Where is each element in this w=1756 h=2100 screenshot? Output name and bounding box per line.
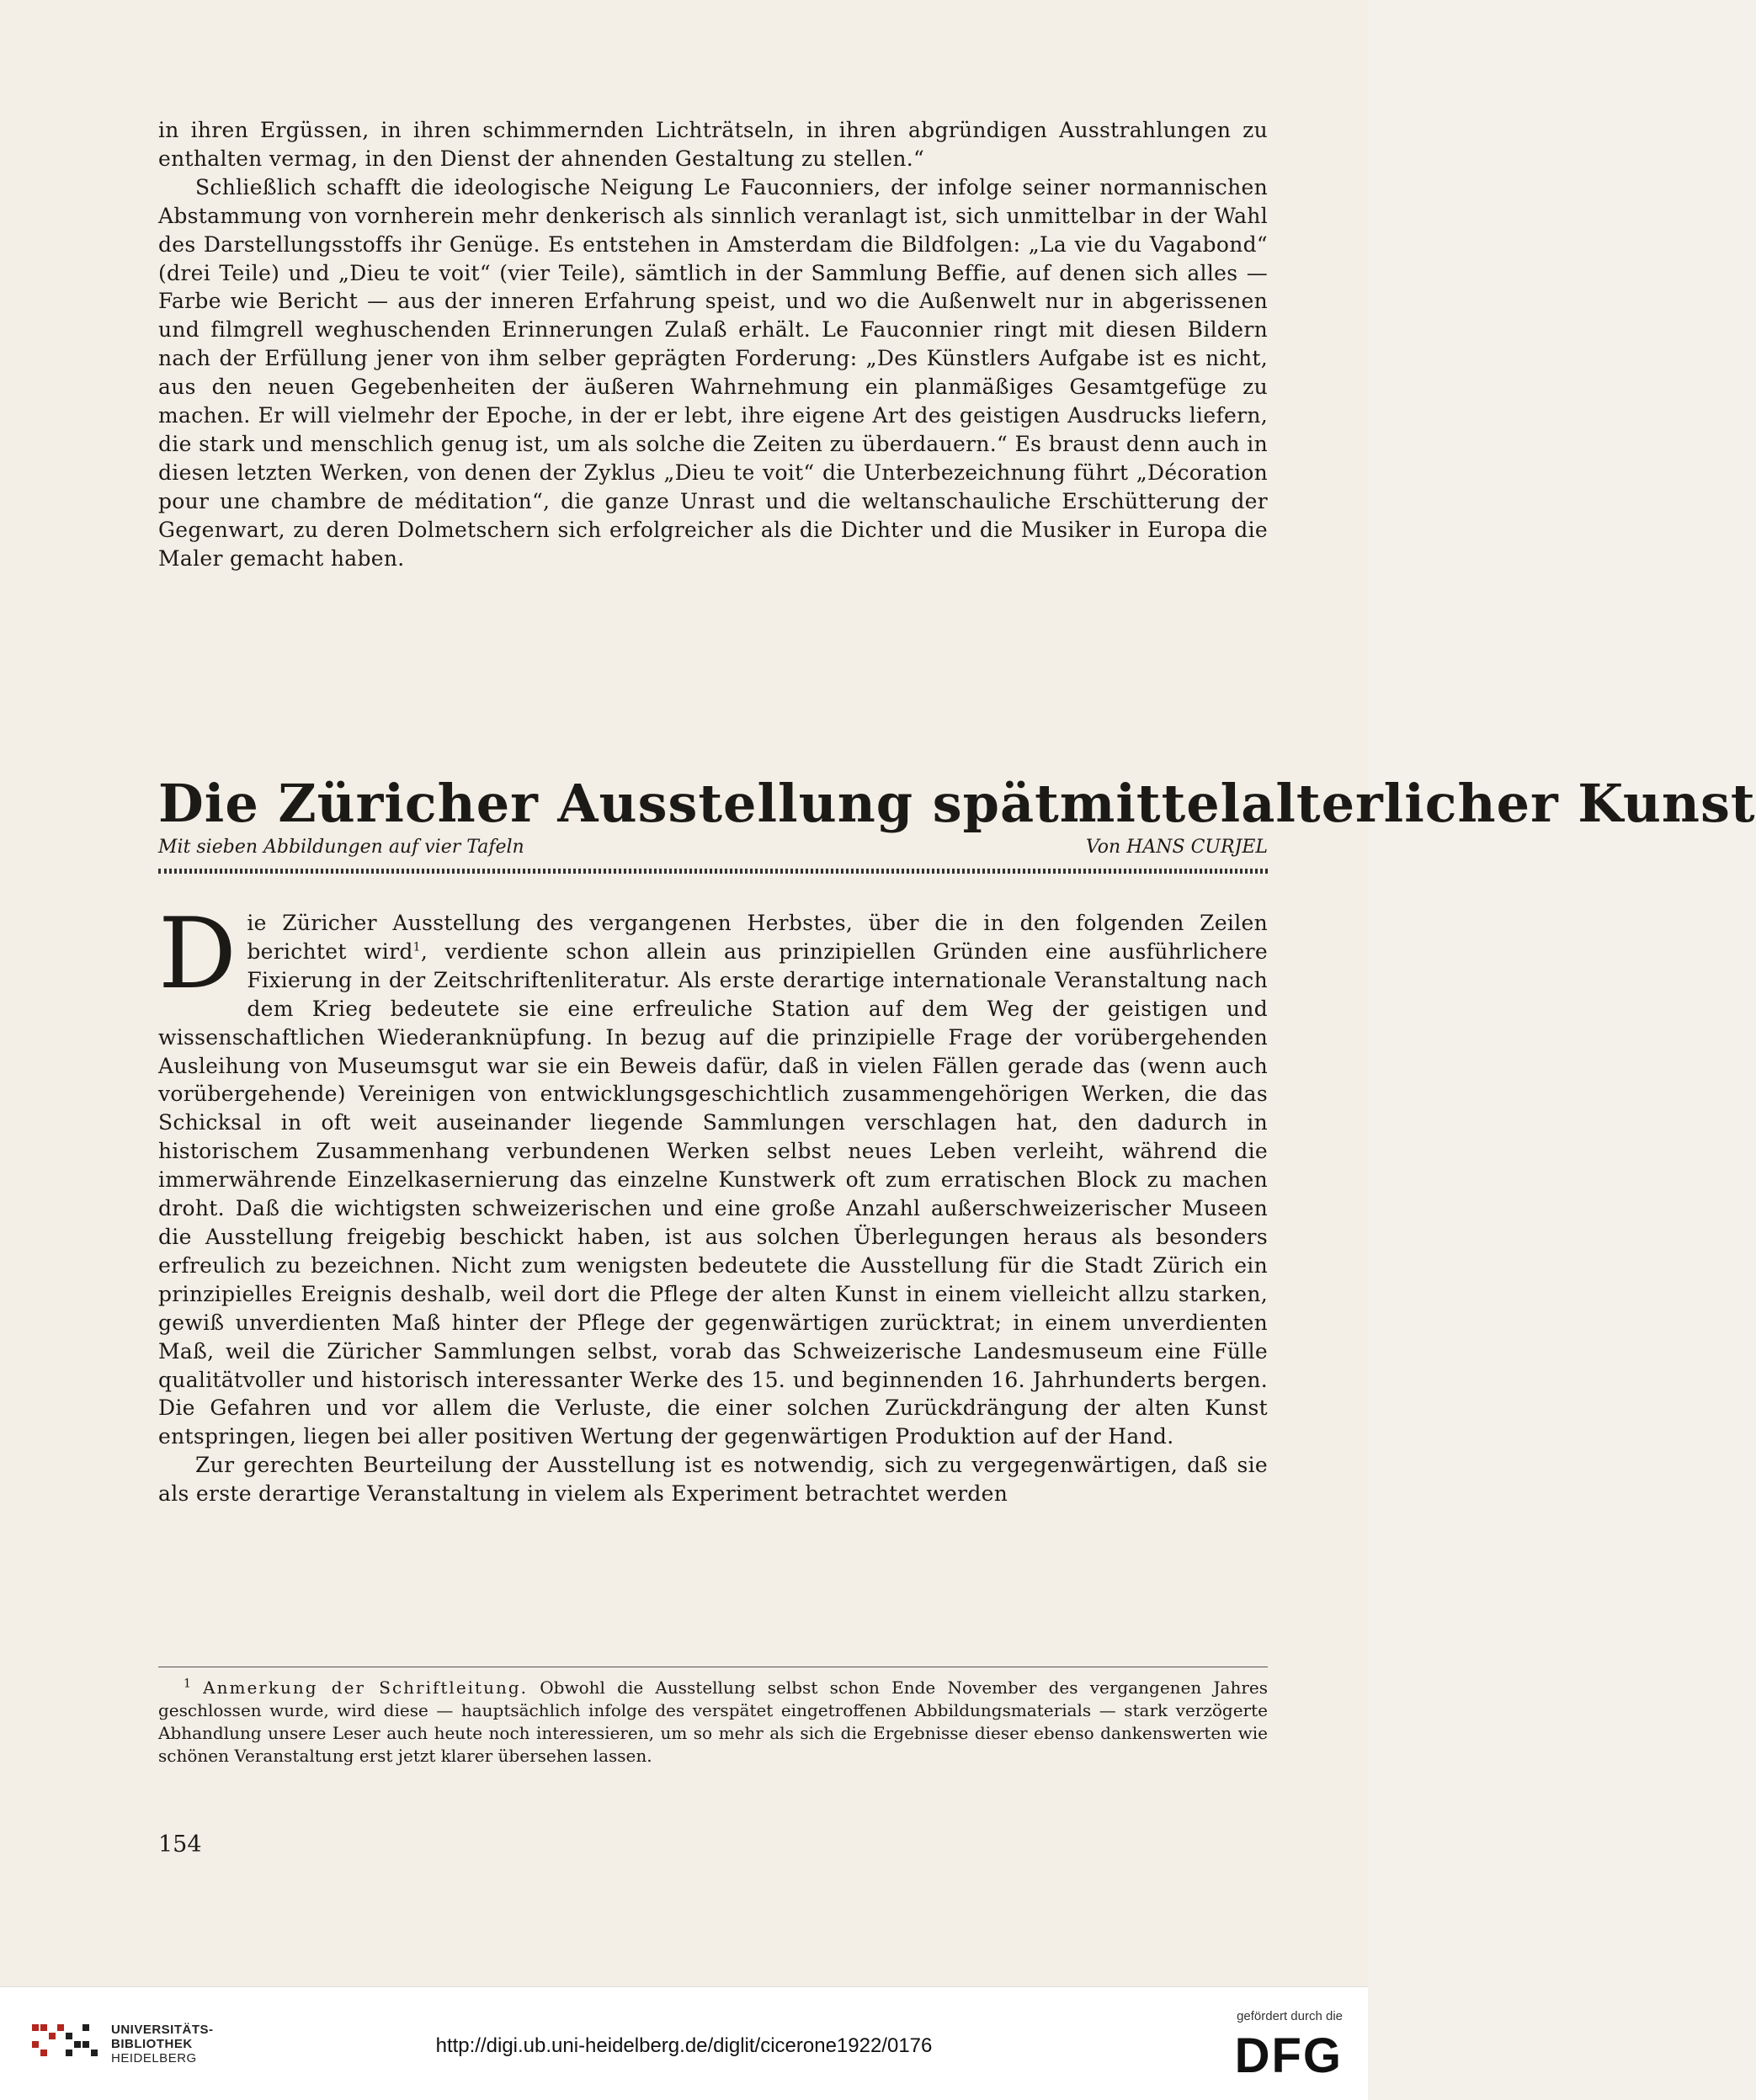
sponsor-caption: gefördert durch die [1237, 2009, 1343, 2023]
permalink-url[interactable]: http://digi.ub.uni-heidelberg.de/diglit/cicerone1922/0176 [435, 2034, 933, 2057]
article-author: Von HANS CURJEL [1085, 837, 1268, 858]
library-line-2: BIBLIOTHEK [111, 2037, 193, 2051]
drop-cap: D [158, 897, 237, 1011]
article-title: Die Züricher Ausstellung spätmittelalterlicher Kunst [158, 773, 1756, 834]
dotted-divider [158, 869, 1268, 874]
library-line-1: UNIVERSITÄTS- [111, 2023, 214, 2037]
dfg-logo[interactable]: DFG [1234, 2028, 1343, 2083]
article-subline [158, 835, 1268, 860]
viewer-footer [0, 1986, 1368, 2100]
footnote-reference[interactable]: 1 [412, 940, 421, 954]
page-number: 154 [158, 1832, 202, 1858]
footnote-block [158, 1677, 1268, 1768]
footnote-marker: 1 [184, 1677, 191, 1691]
footnote-body: Obwohl die Ausstellung selbst schon Ende November des vergangenen Jahres geschlossen wurde, wird diese — hauptsächlich infolge des verspätet eingetroffenen Abbildungsmaterials — stark verzögerte Abhandlung unsere Leser auch heute noch interessieren, um so mehr als sich die Ergebnisse dieser ebenso dankenswerten wie schönen Veranstaltung erst jetzt klarer übersehen lassen. [158, 1677, 1268, 1766]
article-body [158, 897, 1268, 1508]
first-paragraph-start: ie Züricher Ausstellung des vergangenen Herbstes, über die in den folgenden Zeilen berichtet wird [247, 911, 1268, 964]
paragraph-le-fauconnier: Schließlich schafft die ideologische Neigung Le Fauconniers, der infolge seiner normannischen Abstammung von vornherein mehr denkerisch als sinnlich veranlagt ist, sich unmittelbar in der Wahl des Darstellungsstoffs ihr Genüge. Es entstehen in Amsterdam die Bildfolgen: „La vie du Vagabond“ (drei Teile) und „Dieu te voit“ (vier Teile), sämtlich in der Sammlung Beffie, auf denen sich alles — Farbe wie Bericht — aus der inneren Erfahrung speist, und wo die Außenwelt nur in abgerissenen und filmgrell weghuschenden Erinnerungen Zulaß erhält. Le Fauconnier ringt mit diesen Bildern nach der Erfüllung jener von ihm selber geprägten Forderung: „Des Künstlers Aufgabe ist es nicht, aus den neuen Gegebenheiten der äußeren Wahrnehmung ein planmäßiges Gesamtgefüge zu machen. Er will vielmehr der Epoche, in der er lebt, ihre eigene Art des geistigen Ausdrucks liefern, die stark und menschlich genug ist, um als solche die Zeiten zu überdauern.“ Es braust denn auch in diesen letzten Werken, von denen der Zyklus „Dieu te voit“ die Unterbezeichnung führt „Décoration pour une chambre de méditation“, die ganze Unrast und die weltanschauliche Erschütterung der Gegenwart, zu deren Dolmetschern sich erfolgreicher als die Dichter und die Musiker in Europa die Maler gemacht haben. [158, 174, 1268, 571]
article-second-paragraph: Zur gerechten Beurteilung der Ausstellung ist es notwendig, sich zu vergegenwärtigen, daß sie als erste derartige Veranstaltung in vielem als Experiment betrachtet werden [158, 1453, 1268, 1507]
article-subtitle: Mit sieben Abbildungen auf vier Tafeln [158, 837, 524, 858]
article-first-paragraph [158, 897, 1268, 1451]
footnote-lead: Anmerkung der Schriftleitung. [203, 1677, 529, 1698]
paragraph-continuation: in ihren Ergüssen, in ihren schimmernden Lichträtseln, in ihren abgründigen Ausstrahlungen zu enthalten vermag, in den Dienst der ahnenden Gestaltung zu stellen.“ [158, 118, 1268, 171]
first-paragraph-rest: , verdiente schon allein aus prinzipiellen Gründen eine ausführlichere Fixierung in der Zeitschriftenliteratur. Als erste derartige internationale Veranstaltung nach dem Krieg bedeutete sie eine erfreuliche Station auf dem Weg der geistigen und wissenschaftlichen Wiederanknüpfung. In bezug auf die prinzipielle Frage der vorübergehenden Ausleihung von Museumsgut war sie ein Beweis dafür, daß in vielen Fällen gerade das (wenn auch vorübergehende) Vereinigen von entwicklungsgeschichtlich zusammengehörigen Werken, die das Schicksal in oft weit auseinander liegende Sammlungen verschlagen hat, den dadurch in historischem Zusammenhang verbundenen Werken selbst neues Leben verleiht, während die immerwährende Einzelkasernierung das einzelne Kunstwerk oft zum erratischen Block zu machen droht. Daß die wichtigsten schweizerischen und eine große Anzahl außerschweizerischer Museen die Ausstellung freigebig beschickt haben, ist aus solchen Überlegungen heraus als besonders erfreulich zu bezeichnen. Nicht zum wenigsten bedeutete die Ausstellung für die Stadt Zürich ein prinzipielles Ereignis deshalb, weil dort die Pflege der alten Kunst in einem vielleicht allzu starken, gewiß unverdienten Maß hinter der Pflege der gegenwärtigen zurücktrat; in einem unverdienten Maß, weil die Züricher Sammlungen selbst, vorab das Schweizerische Landesmuseum eine Fülle qualitätvoller und historisch interessanter Werke des 15. und beginnenden 16. Jahrhunderts bergen. Die Gefahren und vor allem die Verluste, die einer solchen Zurückdrängung der alten Kunst entspringen, liegen bei aller positiven Wertung der gegenwärtigen Produktion auf der Hand. [158, 938, 1268, 1449]
library-line-3: HEIDELBERG [111, 2051, 197, 2065]
top-text-block [158, 116, 1268, 573]
footnote-text [158, 1677, 1268, 1768]
